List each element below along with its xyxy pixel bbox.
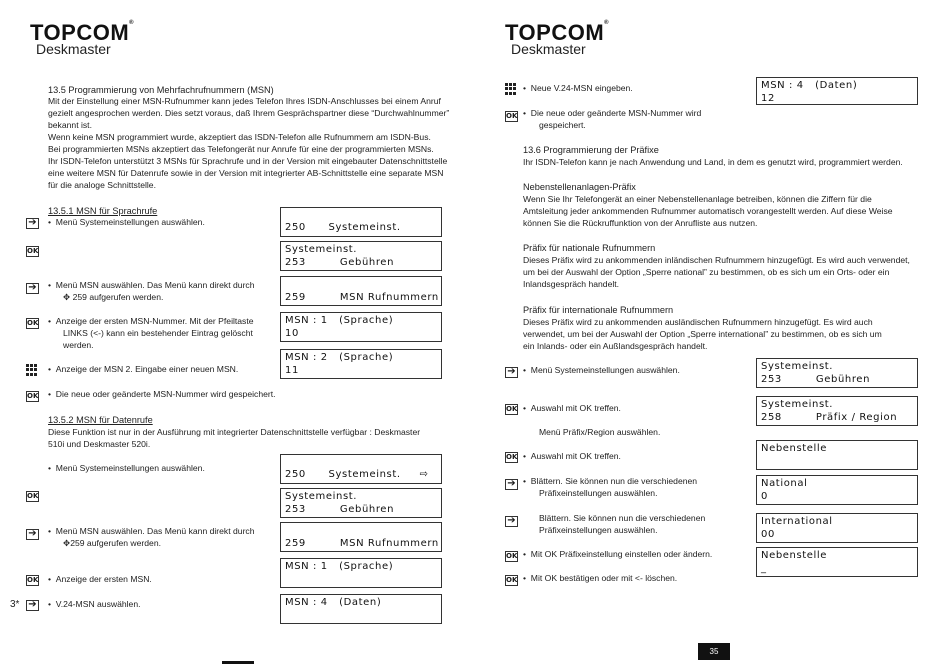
arrow-key-icon: ➔: [26, 529, 39, 540]
topcom-logo: TOPCOM®: [505, 20, 610, 45]
paragraph-line: Ihr ISDN-Telefon unterstützt 3 MSNs für Sprachrufe und in der Version mit eingebauter Datenschnittstelle: [48, 156, 448, 166]
subsection-heading: 13.5.2 MSN für Datenrufe: [48, 415, 153, 425]
lcd-display: MSN : 4 (Daten): [280, 594, 442, 624]
paragraph-line: Diese Funktion ist nur in der Ausführung mit integrierter Datenschnittstelle verfügbar : Deskmaster: [48, 427, 421, 437]
paragraph-line: Wenn keine MSN programmiert wurde, akzeptiert das ISDN-Telefon alle Rufnummern am ISDN-Bus.: [48, 132, 431, 142]
arrow-key-icon: ➔: [26, 218, 39, 229]
step-text: • Blättern. Sie können nun die verschiedenen: [523, 476, 698, 486]
ok-key-icon: OK: [27, 247, 39, 255]
arrow-key-icon: ➔: [505, 516, 518, 527]
step-text: • Anzeige der ersten MSN.: [48, 574, 152, 584]
subsection-heading: 13.5.1 MSN für Sprachrufe: [48, 206, 158, 216]
lcd-display: MSN : 2 (Sprache) 11: [280, 349, 442, 379]
step-text: • Mit OK Präfixeinstellung einstellen oder ändern.: [523, 549, 713, 559]
section-heading: 13.6 Programmierung der Präfixe: [523, 145, 659, 155]
step-text: Präfixeinstellungen auswählen.: [539, 525, 658, 535]
lcd-display: Systemeinst. 253 Gebühren: [280, 241, 442, 271]
arrow-key-icon: ➔: [26, 283, 39, 294]
step-text: • Menü MSN auswählen. Das Menü kann direkt durch: [48, 280, 255, 290]
paragraph-line: bekannt ist.: [48, 120, 92, 130]
step-text: Blättern. Sie können nun die verschiedenen: [539, 513, 706, 523]
paragraph-line: gezielt angesprochen werden. Dies setzt voraus, daß Ihrem Gesprächspartner diese “Durchwahlnummer”: [48, 108, 450, 118]
step-text: • Anzeige der MSN 2. Eingabe einer neuen MSN.: [48, 364, 239, 374]
product-name: Deskmaster: [511, 41, 586, 57]
ok-key-icon: OK: [27, 576, 39, 584]
lcd-display: National 0: [756, 475, 918, 505]
ok-key-icon: OK: [506, 112, 518, 120]
paragraph-line: um bei der Auswahl der Option „Sperre national” zu bestimmen, ob es sich um ein Orts- oder ein: [523, 267, 890, 277]
up-arrow-icon: ✥: [63, 538, 71, 548]
paragraph-line: Amtsleitung jeder ankommenden Rufnummer automatisch vorangestellt werden. Auf diese Weise: [523, 206, 893, 216]
paragraph-line: Bei programmierten MSNs akzeptiert das Telefongerät nur Anrufe für eine der programmierten MSNs.: [48, 144, 434, 154]
lcd-display: 259 MSN Rufnummern: [280, 522, 442, 552]
step-text: • V.24-MSN auswählen.: [48, 599, 141, 609]
lcd-display: MSN : 1 (Sprache) 10: [280, 312, 442, 342]
lcd-display: MSN : 1 (Sprache): [280, 558, 442, 588]
page-number: 35: [698, 643, 730, 660]
product-name: Deskmaster: [36, 41, 111, 57]
paragraph-line: 510i und Deskmaster 520i.: [48, 439, 151, 449]
step-text: • Menü MSN auswählen. Das Menü kann direkt durch: [48, 526, 255, 536]
step-text: • Auswahl mit OK treffen.: [523, 451, 621, 461]
step-text: • Menü Systemeinstellungen auswählen.: [48, 217, 205, 227]
step-text: Menü Präfix/Region auswählen.: [539, 427, 661, 437]
step-text: • Die neue oder geänderte MSN-Nummer wird: [523, 108, 702, 118]
ok-key-icon: OK: [506, 552, 518, 560]
step-text: • Neue V.24-MSN eingeben.: [523, 83, 633, 93]
lcd-display: MSN : 4 (Daten) 12: [756, 77, 918, 105]
step-text: Präfixeinstellungen auswählen.: [539, 488, 658, 498]
step-text: ✥259 aufgerufen werden.: [63, 538, 161, 548]
lcd-display: Nebenstelle: [756, 440, 918, 470]
step-text: LINKS (<-) kann ein bestehender Eintrag gelöscht: [63, 328, 253, 338]
subsection-heading: Nebenstellenanlagen-Präfix: [523, 182, 636, 192]
arrow-key-icon: ➔: [505, 367, 518, 378]
step-prefix: 3*: [10, 599, 20, 610]
paragraph-line: ein Inlands- oder ein Außlandsgespräch handelt.: [523, 341, 708, 351]
keypad-icon: [505, 83, 517, 95]
paragraph-line: Dieses Präfix wird zu ankommenden inländischen Rufnummern hinzugefügt. Es wird auch verwendet,: [523, 255, 910, 265]
paragraph-line: Mit der Einstellung einer MSN-Rufnummer kann jedes Telefon Ihres ISDN-Anschlusses bei einem Anruf: [48, 96, 441, 106]
lcd-display: 259 MSN Rufnummern: [280, 276, 442, 306]
paragraph-line: verwendet, um bei der Auswahl der Option „Sperre international” zu bestimmen, ob es sich um: [523, 329, 882, 339]
section-heading: 13.5 Programmierung von Mehrfachrufnummern (MSN): [48, 85, 274, 95]
ok-key-icon: OK: [27, 392, 39, 400]
ok-key-icon: OK: [506, 453, 518, 461]
lcd-display: International 00: [756, 513, 918, 543]
lcd-display: Systemeinst. 258 Präfix / Region: [756, 396, 918, 426]
paragraph-line: können Sie die Rückruffunktion von der Anrufliste aus nutzen.: [523, 218, 758, 228]
step-text: gespeichert.: [539, 120, 586, 130]
arrow-key-icon: ➔: [505, 479, 518, 490]
paragraph-line: Inlandsgespräch handelt.: [523, 279, 620, 289]
keypad-icon: [26, 364, 38, 376]
step-text: werden.: [63, 340, 94, 350]
lcd-display: Systemeinst. 253 Gebühren: [756, 358, 918, 388]
topcom-logo: TOPCOM®: [30, 20, 135, 45]
ok-key-icon: OK: [27, 319, 39, 327]
step-text: • Anzeige der ersten MSN-Nummer. Mit der Pfeiltaste: [48, 316, 254, 326]
up-arrow-icon: ✥: [63, 292, 71, 302]
paragraph-line: eine weitere MSN für Datenrufe sowie in der Version mit integrierter AB-Schnittstelle eine separate MSN: [48, 168, 444, 178]
subsection-heading: Präfix für internationale Rufnummern: [523, 305, 674, 315]
lcd-display: 250 Systemeinst.: [280, 207, 442, 237]
paragraph-line: für die analoge Schnittstelle.: [48, 180, 156, 190]
paragraph-line: Ihr ISDN-Telefon kann je nach Anwendung und Land, in dem es genutzt wird, programmiert werden.: [523, 157, 903, 167]
step-text: ✥ 259 aufgerufen werden.: [63, 292, 164, 302]
step-text: • Menü Systemeinstellungen auswählen.: [48, 463, 205, 473]
subsection-heading: Präfix für nationale Rufnummern: [523, 243, 656, 253]
arrow-key-icon: ➔: [26, 600, 39, 611]
paragraph-line: Wenn Sie Ihr Telefongerät an einer Nebenstellenanlage betreiben, können die Ziffern für die: [523, 194, 872, 204]
lcd-display: Nebenstelle _: [756, 547, 918, 577]
lcd-display: Systemeinst. 253 Gebühren: [280, 488, 442, 518]
step-text: • Auswahl mit OK treffen.: [523, 403, 621, 413]
ok-key-icon: OK: [506, 576, 518, 584]
step-text: • Die neue oder geänderte MSN-Nummer wird gespeichert.: [48, 389, 276, 399]
step-text: • Mit OK bestätigen oder mit <- löschen.: [523, 573, 678, 583]
ok-key-icon: OK: [506, 405, 518, 413]
step-text: • Menü Systemeinstellungen auswählen.: [523, 365, 680, 375]
ok-key-icon: OK: [27, 492, 39, 500]
lcd-display: 250 Systemeinst. ⇨: [280, 454, 442, 484]
paragraph-line: Dieses Präfix wird zu ankommenden ausländischen Rufnummern hinzugefügt. Es wird auch: [523, 317, 873, 327]
